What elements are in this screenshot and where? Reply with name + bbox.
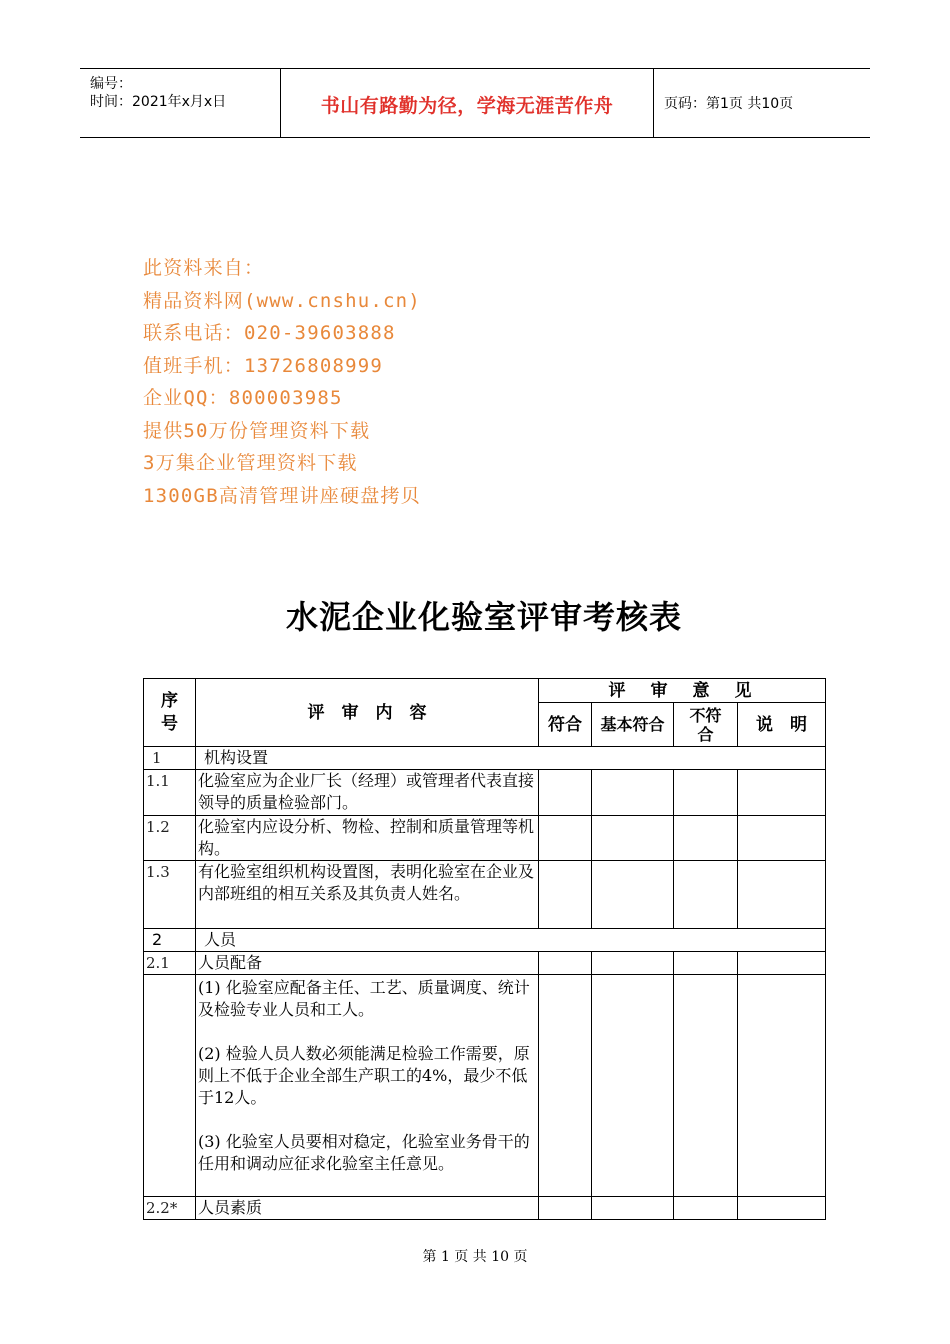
content-paragraph: (2) 检验人员人数必须能满足检验工作需要，原则上不低于企业全部生产职工的4%，最少不低于12人。 <box>198 1044 530 1107</box>
promo-line: 精品资料网(www.cnshu.cn) <box>143 289 421 312</box>
row-content: 化验室应为企业厂长（经理）或管理者代表直接领导的质量检验部门。 <box>196 770 539 816</box>
row-no: 2 <box>144 929 196 952</box>
table-row <box>144 952 826 975</box>
table-row <box>144 747 826 770</box>
col-header-conform: 符合 <box>539 703 592 747</box>
header-motto-cell <box>281 69 654 137</box>
page-footer: 第 1 页 共 10 页 <box>422 1249 528 1265</box>
number-label: 编号： <box>90 76 132 92</box>
page-title: 水泥企业化验室评审考核表 <box>285 598 682 636</box>
row-content: 人员配备 <box>196 952 539 975</box>
table-row <box>144 1197 826 1220</box>
cell-basic[interactable] <box>592 1197 674 1220</box>
row-content <box>196 975 539 1197</box>
page-header <box>80 68 870 138</box>
row-no: 1.3 <box>144 861 196 929</box>
cell-conform[interactable] <box>539 975 592 1197</box>
page-info: 页码：第1页 共10页 <box>664 96 794 112</box>
promo-line: 值班手机：13726808999 <box>143 354 384 377</box>
cell-nonconform[interactable] <box>674 952 738 975</box>
col-header-basic-text: 基本符合 <box>600 715 665 734</box>
cell-basic[interactable] <box>592 952 674 975</box>
row-no <box>144 975 196 1197</box>
table-row <box>144 929 826 952</box>
cell-nonconform[interactable] <box>674 770 738 816</box>
row-no: 1 <box>144 747 196 770</box>
cell-conform[interactable] <box>539 952 592 975</box>
cell-note[interactable] <box>738 770 826 816</box>
row-section-title: 机构设置 <box>196 747 826 770</box>
promo-line: 联系电话：020-39603888 <box>143 322 396 344</box>
review-table <box>143 678 826 1220</box>
cell-nonconform[interactable] <box>674 975 738 1197</box>
promo-line: 企业QQ：800003985 <box>143 387 343 409</box>
cell-note[interactable] <box>738 1197 826 1220</box>
row-content: 有化验室组织机构设置图，表明化验室在企业及内部班组的相互关系及其负责人姓名。 <box>196 861 539 929</box>
cell-basic[interactable] <box>592 861 674 929</box>
time-label: 时间：2021年x月x日 <box>90 94 227 110</box>
header-page-cell <box>654 69 870 137</box>
cell-basic[interactable] <box>592 975 674 1197</box>
col-header-no-text: 序号 <box>161 690 178 734</box>
cell-nonconform[interactable] <box>674 861 738 929</box>
table-row <box>144 770 826 816</box>
row-content: 化验室内应设分析、物检、控制和质量管理等机构。 <box>196 816 539 861</box>
cell-conform[interactable] <box>539 1197 592 1220</box>
motto: 书山有路勤为径，学海无涯苦作舟 <box>320 95 614 117</box>
table-row <box>144 975 826 1197</box>
promo-line: 提供50万份管理资料下载 <box>143 419 371 442</box>
col-header-basic <box>592 703 674 747</box>
promo-block <box>143 254 421 514</box>
cell-basic[interactable] <box>592 770 674 816</box>
col-header-nonconform-text: 不符合 <box>689 705 722 744</box>
content-paragraph: (1) 化验室应配备主任、工艺、质量调度、统计及检验专业人员和工人。 <box>198 978 530 1019</box>
header-meta <box>80 69 281 137</box>
cell-conform[interactable] <box>539 770 592 816</box>
cell-note[interactable] <box>738 861 826 929</box>
col-header-content: 评 审 内 容 <box>196 679 539 747</box>
row-section-title: 人员 <box>196 929 826 952</box>
cell-conform[interactable] <box>539 861 592 929</box>
col-header-note: 说 明 <box>738 703 826 747</box>
cell-nonconform[interactable] <box>674 1197 738 1220</box>
promo-line: 此资料来自： <box>143 257 265 279</box>
row-no: 1.2 <box>144 816 196 861</box>
table-row <box>144 816 826 861</box>
table-row <box>144 861 826 929</box>
cell-note[interactable] <box>738 975 826 1197</box>
cell-conform[interactable] <box>539 816 592 861</box>
col-header-no <box>144 679 196 747</box>
promo-line: 3万集企业管理资料下载 <box>143 452 358 474</box>
row-no: 1.1 <box>144 770 196 816</box>
cell-note[interactable] <box>738 952 826 975</box>
cell-basic[interactable] <box>592 816 674 861</box>
content-paragraph: (3) 化验室人员要相对稳定，化验室业务骨干的任用和调动应征求化验室主任意见。 <box>198 1132 530 1173</box>
cell-nonconform[interactable] <box>674 816 738 861</box>
promo-line: 1300GB高清管理讲座硬盘拷贝 <box>143 484 421 507</box>
col-header-opinion: 评 审 意 见 <box>539 679 826 703</box>
row-content: 人员素质 <box>196 1197 539 1220</box>
cell-note[interactable] <box>738 816 826 861</box>
row-no: 2.1 <box>144 952 196 975</box>
row-no: 2.2* <box>144 1197 196 1220</box>
col-header-nonconform <box>674 703 738 747</box>
